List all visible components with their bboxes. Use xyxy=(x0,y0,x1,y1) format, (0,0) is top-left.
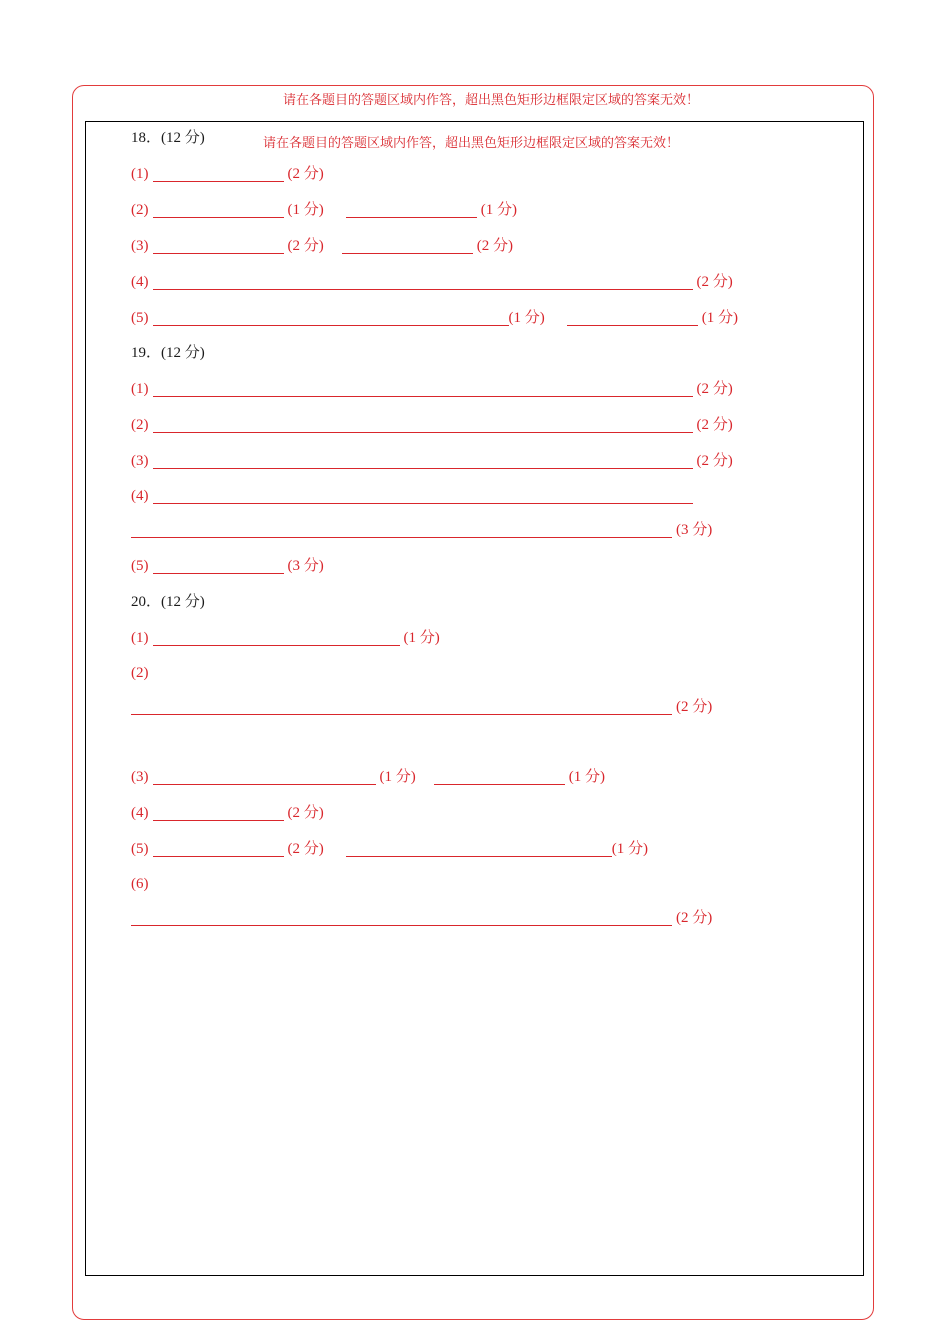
q18-p5-blank-a[interactable] xyxy=(153,311,509,326)
q19-part4: (4) xyxy=(131,486,697,506)
q18-part2: (2) (1 分) (1 分) xyxy=(131,202,517,218)
q18-part1: (1) (2 分) xyxy=(131,166,324,182)
q20-part2-answer: (2 分) xyxy=(131,697,712,717)
q18-p3-blank-b[interactable] xyxy=(342,239,473,254)
q18-p5-blank-b[interactable] xyxy=(567,311,698,326)
q20-p4-blank[interactable] xyxy=(153,806,284,821)
q19-p4-blank-line2[interactable] xyxy=(131,523,672,538)
q20-heading: 20．(12 分) xyxy=(131,594,205,610)
q19-part1: (1) (2 分) xyxy=(131,381,733,397)
q18-heading: 18．(12 分) xyxy=(131,130,205,146)
q20-p5-blank-a[interactable] xyxy=(153,842,284,857)
q20-part5: (5) (2 分) (1 分) xyxy=(131,841,648,857)
q18-p2-blank-b[interactable] xyxy=(346,203,477,218)
q20-part6-answer: (2 分) xyxy=(131,908,712,928)
q20-part2: (2) xyxy=(131,665,149,681)
q20-part1: (1) (1 分) xyxy=(131,630,440,646)
q19-p2-blank[interactable] xyxy=(153,418,693,433)
q20-p3-blank-a[interactable] xyxy=(153,770,376,785)
q20-p5-blank-b[interactable] xyxy=(346,842,612,857)
q19-part2: (2) (2 分) xyxy=(131,417,733,433)
top-notice: 请在各题目的答题区域内作答，超出黑色矩形边框限定区域的答案无效！ xyxy=(283,92,700,107)
q18-p4-blank[interactable] xyxy=(153,275,693,290)
q19-p4-blank-line1[interactable] xyxy=(153,489,693,504)
q20-p2-blank[interactable] xyxy=(131,700,672,715)
q19-part5: (5) (3 分) xyxy=(131,558,324,574)
q18-part5: (5) (1 分) (1 分) xyxy=(131,310,738,326)
q18-p1-blank[interactable] xyxy=(153,167,284,182)
q19-part3: (3) (2 分) xyxy=(131,453,733,469)
q19-heading: 19．(12 分) xyxy=(131,345,205,361)
q20-p3-blank-b[interactable] xyxy=(434,770,565,785)
q20-part6: (6) xyxy=(131,876,149,892)
q19-p3-blank[interactable] xyxy=(153,454,693,469)
q20-p6-blank[interactable] xyxy=(131,911,672,926)
q20-p1-blank[interactable] xyxy=(153,631,400,646)
q18-part3: (3) (2 分) (2 分) xyxy=(131,238,513,254)
q19-p1-blank[interactable] xyxy=(153,382,693,397)
q20-part3: (3) (1 分) (1 分) xyxy=(131,769,605,785)
q19-part4-continued: (3 分) xyxy=(131,520,712,540)
q19-p5-blank[interactable] xyxy=(153,559,284,574)
inner-notice: 请在各题目的答题区域内作答，超出黑色矩形边框限定区域的答案无效！ xyxy=(263,135,680,150)
q18-part4: (4) (2 分) xyxy=(131,274,733,290)
q20-part4: (4) (2 分) xyxy=(131,805,324,821)
q18-p2-blank-a[interactable] xyxy=(153,203,284,218)
q18-p3-blank-a[interactable] xyxy=(153,239,284,254)
